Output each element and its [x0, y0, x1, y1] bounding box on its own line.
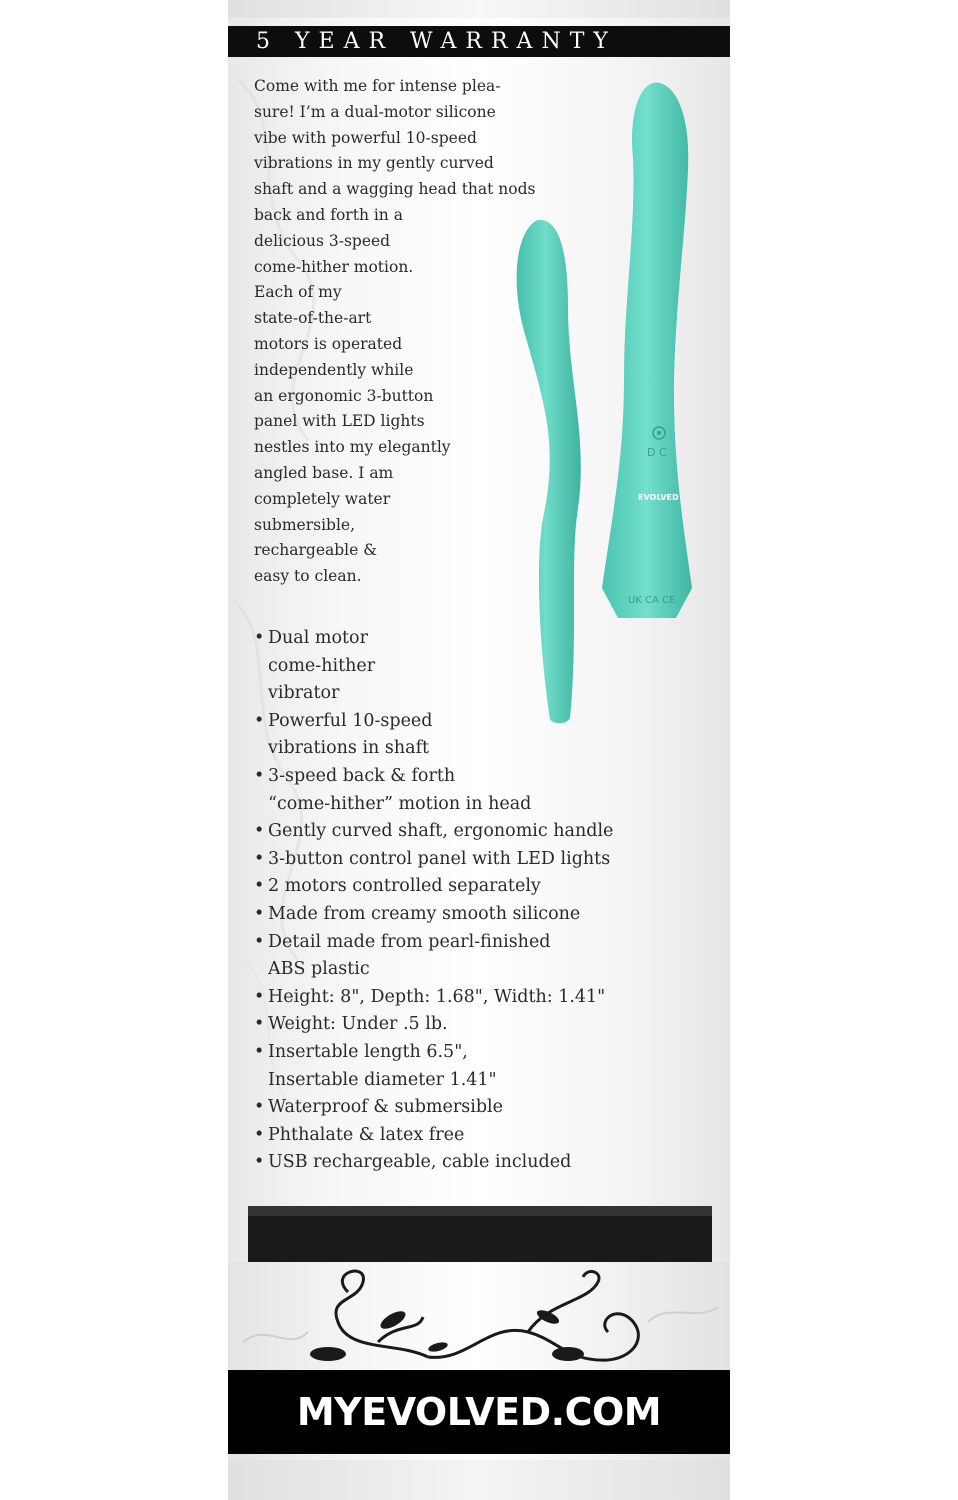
button-labels: D C [647, 446, 667, 459]
list-item: • 3-button control panel with LED lights [254, 846, 613, 874]
description-line: nestles into my elegantly [254, 438, 451, 457]
list-item: • USB rechargeable, cable included [254, 1149, 613, 1177]
straight-vibrator-icon [602, 78, 728, 618]
bullet-icon: • [254, 848, 265, 869]
bullet-icon: • [254, 986, 265, 1007]
list-item: • Dual motor come-hither vibrator [254, 625, 613, 708]
bullet-icon: • [254, 931, 265, 952]
flourish-ornament-icon [228, 1262, 730, 1370]
description-line: angled base. I am [254, 463, 394, 482]
bullet-icon: • [254, 876, 265, 897]
list-item: • Weight: Under .5 lb. [254, 1011, 613, 1039]
list-item: • Waterproof & submersible [254, 1094, 613, 1122]
list-item: • Detail made from pearl-finished ABS plastic [254, 929, 613, 984]
insert-edge [248, 1206, 712, 1216]
bullet-icon: • [254, 710, 265, 731]
description-line: delicious 3-speed [254, 231, 391, 250]
product-description [254, 74, 536, 590]
description-line: sure! I’m a dual-motor silicone [254, 102, 496, 121]
description-line: an ergonomic 3-button [254, 386, 434, 405]
description-line: come-hither motion. [254, 257, 414, 276]
description-line: independently while [254, 360, 414, 379]
description-line: Come with me for intense plea- [254, 77, 501, 95]
bullet-icon: • [254, 765, 265, 786]
description-line: vibe with powerful 10-speed [254, 128, 477, 147]
list-item: • Insertable length 6.5", Insertable diameter 1.41" [254, 1039, 613, 1094]
list-item: • Height: 8", Depth: 1.68", Width: 1.41" [254, 984, 613, 1012]
bullet-icon: • [254, 1014, 265, 1035]
description-line: panel with LED lights [254, 412, 425, 431]
description-line: submersible, [254, 515, 356, 534]
list-item: • Phthalate & latex free [254, 1122, 613, 1150]
feature-list [254, 625, 613, 1177]
list-item: • 3-speed back & forth “come-hither” motion in head [254, 763, 613, 818]
list-item: • 2 motors controlled separately [254, 873, 613, 901]
description-line: easy to clean. [254, 567, 362, 586]
description-line: completely water [254, 489, 391, 508]
bullet-icon: • [254, 628, 265, 648]
bullet-icon: • [254, 1041, 265, 1062]
bullet-icon: • [254, 903, 265, 924]
description-line: back and forth in a [254, 205, 403, 224]
bullet-icon: • [254, 1124, 265, 1145]
bullet-icon: • [254, 821, 265, 842]
bullet-icon: • [254, 1097, 265, 1118]
brand-mark: EVOLVED [638, 493, 679, 502]
list-item: • Gently curved shaft, ergonomic handle [254, 818, 613, 846]
description-line: vibrations in my gently curved [254, 154, 494, 173]
description-line: shaft and a wagging head that nods [254, 180, 536, 199]
description-line: Each of my [254, 283, 342, 302]
bullet-icon: • [254, 1152, 265, 1173]
list-item: • Powerful 10-speed vibrations in shaft [254, 708, 613, 763]
description-line: rechargeable & [254, 541, 378, 560]
package-back-panel [228, 0, 730, 1500]
description-line: state-of-the-art [254, 309, 372, 328]
bottom-flap [228, 1460, 730, 1500]
website-url: MYEVOLVED.COM [228, 1370, 730, 1454]
list-item: • Made from creamy smooth silicone [254, 901, 613, 929]
description-line: motors is operated [254, 334, 403, 353]
certification-marks: UK CA CE [628, 595, 676, 606]
warranty-banner: 5 YEAR WARRANTY [228, 26, 730, 57]
